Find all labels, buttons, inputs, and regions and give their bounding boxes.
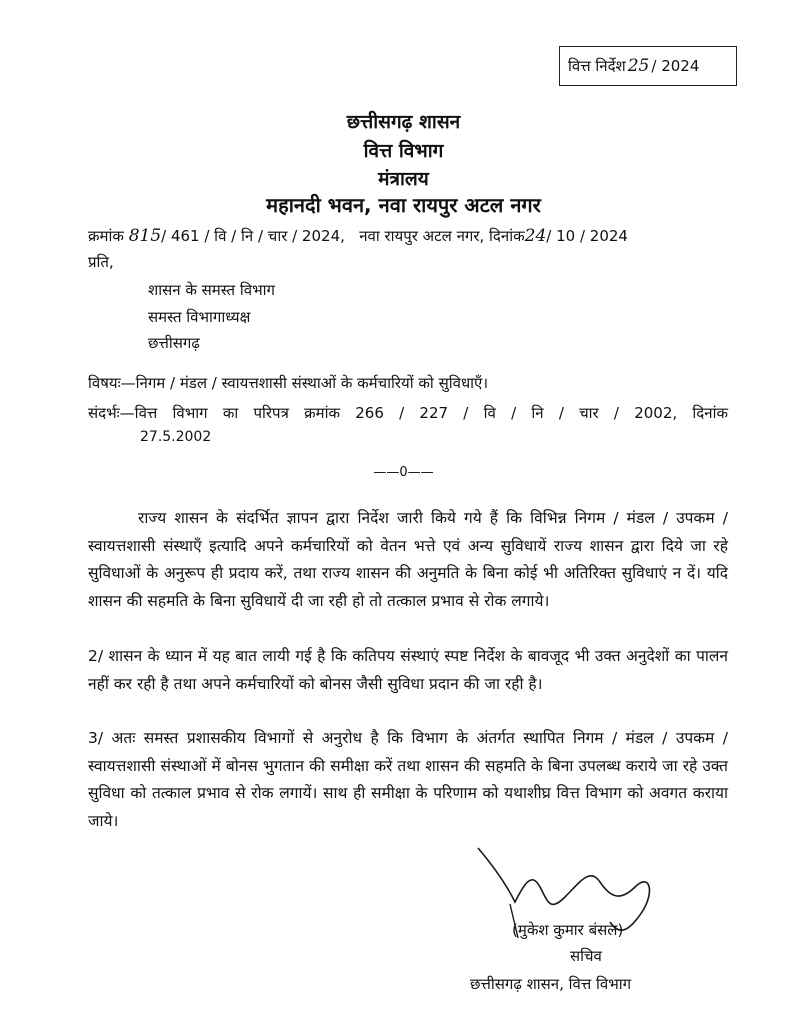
handwritten-letter-number: 815 [128, 226, 162, 246]
reference-line: संदर्भः—वित्त विभाग का परिपत्र क्रमांक 266 / 227 / वि / नि / चार / 2002, दिनांक [88, 404, 728, 422]
signer-department: छत्तीसगढ़ शासन, वित्त विभाग [470, 975, 632, 993]
date-rest: / 10 / 2024 [546, 227, 628, 245]
signature-stroke [478, 848, 649, 930]
paragraph-1: राज्य शासन के संदर्भित ज्ञापन द्वारा निर्देश जारी किये गये हैं कि विभिन्न निगम / मंडल / उपकम / स्वायत्तशासी संस्थाएँ इत्यादि अपने कर्मचारियों को वेतन भत्ते एवं अन्य सुविधायें राज्य शासन द्वारा दिये जा रहे सुविधाओं के अनुरूप ही प्रदाय करें, तथा राज्य शासन की अनुमति के बिना कोई भी अतिरिक्त सुविधाएं न दें। यदि शासन की सहमति के बिना सुविधायें दी जा रही हो तो तत्काल प्रभाव से रोक लगाये। [88, 509, 728, 610]
office-heading: मंत्रालय [378, 168, 429, 190]
reference-box-prefix: वित्त निर्देश [568, 57, 626, 75]
paragraph-2: 2/ शासन के ध्यान में यह बात लायी गई है कि कतिपय संस्थाएं स्पष्ट निर्देश के बावजूद भी उक्त अनुदेशों का पालन नहीं कर रही है तथा अपने कर्मचारियों को बोनस जैसी सुविधा प्रदान की जा रही है। [88, 647, 728, 693]
signer-name: (मुकेश कुमार बंसल) [512, 921, 624, 939]
reference-number-line [88, 226, 628, 246]
place-date-label: नवा रायपुर अटल नगर, दिनांक [359, 227, 525, 245]
reference-label: क्रमांक [88, 227, 124, 245]
addressee: शासन के समस्त विभाग [148, 281, 275, 299]
subject-line: विषयः—निगम / मंडल / स्वायत्तशासी संस्थाओं के कर्मचारियों को सुविधाएँ। [88, 374, 489, 392]
handwritten-day: 24 [524, 226, 547, 246]
addressee: छत्तीसगढ़ [148, 334, 200, 352]
government-heading: छत्तीसगढ़ शासन [346, 111, 461, 133]
signer-designation: सचिव [570, 947, 602, 965]
handwritten-number: 25 [627, 56, 650, 76]
addressee: समस्त विभागाध्यक्ष [148, 308, 251, 326]
separator: ——0—— [373, 465, 434, 480]
address-heading: महानदी भवन, नवा रायपुर अटल नगर [266, 193, 541, 217]
reference-box-suffix: / 2024 [651, 57, 700, 75]
reference-box [559, 46, 737, 86]
reference-number-rest: / 461 / वि / नि / चार / 2024, [161, 227, 345, 245]
department-heading: वित्त विभाग [363, 140, 444, 162]
to-label: प्रति, [88, 253, 114, 271]
reference-date: 27.5.2002 [140, 429, 212, 445]
paragraph-3: 3/ अतः समस्त प्रशासकीय विभागों से अनुरोध है कि विभाग के अंतर्गत स्थापित निगम / मंडल / उपकम / स्वायत्तशासी संस्थाओं में बोनस भुगतान की समीक्षा करें तथा शासन की सहमति के बिना उपलब्ध कराये जा रहे उक्त सुविधा को तत्काल प्रभाव से रोक लगायें। साथ ही समीक्षा के परिणाम को यथाशीघ्र वित्त विभाग को अवगत कराया जाये। [88, 729, 728, 830]
